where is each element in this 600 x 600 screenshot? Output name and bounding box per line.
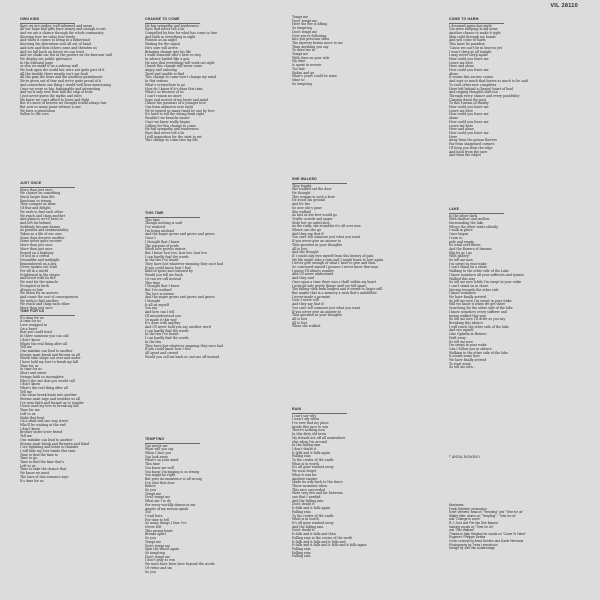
song-lines: More than just once We chance on something Much larger than life Emotions so strong They conquer as mine Of fear and delight We seek to find each other We reach and clasp another And glances we're been to And left far behind Suddenly become homes As passion and sentimentality Taken as a life of our own Some days deserve another Some never quite recover More than just once More than just once Passed on a highway Or lost in a crowd Dreamlike and midnight Remembered on a day Never spoken out loud For off in a world Frightened in the stages And loved with its fire We wait for the miracle Prompted at birth Always so late We listen for an answer And count the cost of consequences We seek to find another We reach and clasp each other More than just once xyxy=(20,187,79,311)
lyrics-change-to-come xyxy=(145,18,270,210)
song-title: JUST ONCE xyxy=(20,181,42,185)
lyrics-time-for-us xyxy=(20,310,138,600)
song-lines: They fought She walked out the door He thought This woman is such a bore He stood his ground And let her So now she's gone She walked As fast as her feet would go Traffic crowds and anger Stole her go awful slow As the rainy, she stumbles it's all over now Where can she go And they say that if You can't tell someone just what you want If you never give an answer to That question in your thoughts All is lost And she thought If I could only free myself from this history of pain My life might take a turn and I might learn to love again I never give enough of what I have to give and then So convinced myself I possess I never knew that man I guess I'll always wonder And I'll never understand And they said Once upon a time there was a thrill within my heart I noticed only pretty things until we fell apart The falling rush from longest and it seems to linger still But maybe that is a memory a wish that's unfulfilled I never made a promise Now I never will And they say that if You can't tell someone just what you want If you never give an answer to That question in your thoughts All is lost All is lost When she walked xyxy=(292,183,384,329)
song-title: CHANGE TO COME xyxy=(145,17,180,21)
song-lines: Boys we are gather, well informed and mean All our hope and gifts have money and enough to eat And we are a chance through the whole community Showing how we value how lovely And when it comes to living in a fatherland Knowing the aberration sent all out of hand And now and then others come and threaten us And we fall back on forces we can trust And we shake our fist at the posters on the barroom wall We display our public grievance In the editorial page or else we make it on a subway wall We look upon the world but were not quite part of it All the trouble there merely isn't our fault All the pain the tears and the needless punishment We're given out of fear and we're quite proud of it And somewhere one thing I would well hear mentioning Once we were so big, fashionable and interesting And we'd only ever now half the ship of fools I just never guess the myths and rules We knew we can't afford to leave and fight But it's more of heaven we thought would always last But now so many pains without a war We have a generation Sullen to the core xyxy=(20,23,113,117)
lyric-sheet xyxy=(0,8,600,600)
song-lines: In the silver dark With shallow and mellow Surrounding the lake Where the silver waits silently I walk in place Once began I turn to pale and empty So wind over blows And the flowers of dreams Slip by as I go With gallery So tell me now I'm swept in your wake I can't stand on a shore Walking to the other side of the Lake I know somehow all your sufferers and tyrants Walked this way So tell me now while I'm swept in your wake I can't stand on in shore Moving towards the other side I know somehow We have finally arrived So tell me now I'm swept in your wake Will we know it when we get there Searching for the other side of the lake I know somehow every sufferer and tyrant walked this way So tell me now I'll drive as you say Breaking this silence I will reach the other side of the lake And see myself Like Ophelia in flowers Drift away So tell me now I'm swept in your wake Can I follow you in silence Walking to the other side of the lake It seems some how We have finally arrived To start away So tell me now... xyxy=(449,213,525,370)
lyrics-tempting xyxy=(145,438,270,600)
song-title: THIS TIME xyxy=(145,211,164,215)
song-title: OWN KIND xyxy=(20,17,40,21)
catalog-number: VIL 28110 xyxy=(550,3,578,9)
song-lines: He has sympathy and tenderness Eyes that never tell a lie Compelled by fear for what has come to lose And faith in everything in sight Passion as an angel Waiting for the signal He's sure will arrive Bringing change into his life I want someone who's here to stay In silence loaded like a gun He says that everything will work out right I know this change will never come Angry and unloving Tired and unable to find This change to come won't change my mind In this serious What's everywhere to go How do I know if it's done this time What's so because of us I can't reason no more hope and sorrow of my heart and mind I know the passions of a younger love Can burn unknown ever right We're turned so many times by one by love It's hard to tell the wrong from right Wouldn't we breathe easier Once we knew really began Calling for this change to come He has sympathy and tenderness Eyes that never tell a lie I will inquisition for the start to set This change to come into my life xyxy=(145,23,218,143)
song-title: TIME FOR US xyxy=(20,309,45,313)
credits-heading: Musicians: xyxy=(449,503,465,507)
credits-lines: Frank Michiels: percussion Evert Verhees: bass on "Tempting" and "Time for us" Walter Meir: drums on "Tempting", "Time for us" and "Change to come" R.J. Sool and Pat Van Den Maand: backing vocals on "Time for Us" and "She Walked" Thanks to Alan Rankine for vocals on "Come To Harm" Engineer: Philippe Debba Cover concept by Anna Domino and Danie Hermans Photography by Trees Lemschoon Design by Joël Van Audenhaege xyxy=(449,506,527,551)
song-lines: This time Though nothing is said I've realized I'm being mislead And the anger grows and grows and grows Once I I thought that I knew The purpose of pride When love proves untrue But I know how low, how low, how low I can hardly find the words In the lies I've heard They have lost whatever meaning they once had If you could know how I feel Kind of spent and tortured by Would you tell me back Or can we call instead This time I thought that I knew But I've realized The love is untrue And the anger grows and grows and grows I thought It all on myself You say And how can I tell I'll misunderstood you Or made it this way It's done with anyway And I'll never hold you say another word I can hardly find the words In the lies I've heard I can hardly find the words In the lies They have lost whatever meaning they once had If you could know how I feel All spent and cursed Would you call me back or cast me off instead xyxy=(145,217,224,359)
lyrics-come-to-harm xyxy=(449,18,589,168)
song-lines: I dreamed again last night You were sleeping in my arms Another chance to make it right Skin right through my hands And you come to harm This must be paradise 'Cause we can't be in heaven yet I won't sleep at all tonight I may never sleep again How could you leave me Leave me here Here and alone How could you leave me Alone It seems this sorrow comes And says so much that leaves so much to be said To each other now completes Here left behind a (heavy) heart of lead And ringing thoughts that run Through every chance and every possibility Chasing down the past To this curtain of finality How could you leave me Leave me here How could you leave me Alone How could you leave me Leave me here Here and alone How could you leave me Here Away from the poison flowers Far from sharpened corners I'll keep you from the edge And back from the jaws And from the edges xyxy=(449,23,528,158)
lyrics-lake xyxy=(449,208,589,378)
lyrics-rain xyxy=(292,408,442,600)
song-lines: Tempt me Don't tempt me Here the fire is lifting So tempting Don't tempt me Now you're following Into you precious skies The mystery brains more to me Than anything you say To draw me in Tempt me With done on your side My time Is spent in reverie Too late Stolen and go What's yours could be mine Mine to So tempting xyxy=(292,15,343,86)
song-title: RAIN xyxy=(292,407,302,411)
lyrics-this-time xyxy=(145,212,270,390)
song-lines: You watch me What will you say When I face you You look away What's on your mind This time You know me well You know I'm singing is so strong You might be right But your inconsistence is all wrong I've shut that door Before So you Tempt me Don't tempt me What am I to do For every worldly demon in me Angels of my reason speak Too I wait here For time to tell So many things I fear I've Never felt This racing heart Breaks apart So you Tempt me Don't tempt me Spin the wheel again So tempting Don't tempt me I don't pray to win We must have been here beyond the words Of virtue and sin So you xyxy=(145,443,215,574)
song-lines: I can't say why I won't say when I've ever find my place Inside this race to win There's nothing now In this dirty old town My friends are off all somewhere else when I'm around In the falling rain I don't doubt it It falls and it falls again Falling rain To the center of the earth What is in worth It's all gone washed away We soon forget What it was for Another empire Made its way back to the shore Those moments when This race succeeded Were very few and far between one that I needed And the falling rain Don't doubt it It falls and it falls again Falling rain To the center of the earth What is in worth It's all gone washed away And the falling rain Don't doubt it It falls and it falls and then Falling rain in the center of the earth It falls and it falls and it falls and It falls and it falls and it falls and it falls again Falling rain Falling rain Falling rain xyxy=(292,413,367,559)
signoff-text: * ANNA DOMINO xyxy=(449,455,480,459)
signoff xyxy=(449,456,569,462)
song-lines: It's time for us A time for us Love wrapped in On a heart that you could trust In there someone you can call I don't know Whats the real thing after all Tell me One mistake can lead to another Storms must break and thrown us all Words take shape out over and under I have held my love to break my fall Time for us In time for us Short and sweet Swings faith so incomplete Who's the one that you would call I don't know What's the real thing after all Tell me One clean break leads into another Storms must rage and weather us all I've seen faith and leaned on to wonder I have used my love to break my fall Time for me Left to us Wake that beat On a dead end one way street Who'll be waiting at the end I don't know Brother sister lover friend Tell me One mistake can lead to another Storms must break and threaten and blind I see lightning and listen to thunder I will hide my love inside this time Time to find the time to Time to go Time to find the time that's Left to us Time to take the chance that We know we must The laws of this romance says It's time for us xyxy=(20,315,89,483)
lyrics-she-walked xyxy=(292,178,442,368)
song-title: SHE WALKED xyxy=(292,177,317,181)
credits xyxy=(449,504,597,600)
lyrics-own-kind xyxy=(20,18,138,178)
song-title: TEMPTING xyxy=(145,437,165,441)
song-title: LAKE xyxy=(449,207,460,211)
song-title: COME TO HARM xyxy=(449,17,479,21)
lyrics-tempt-me-continued xyxy=(292,16,372,98)
